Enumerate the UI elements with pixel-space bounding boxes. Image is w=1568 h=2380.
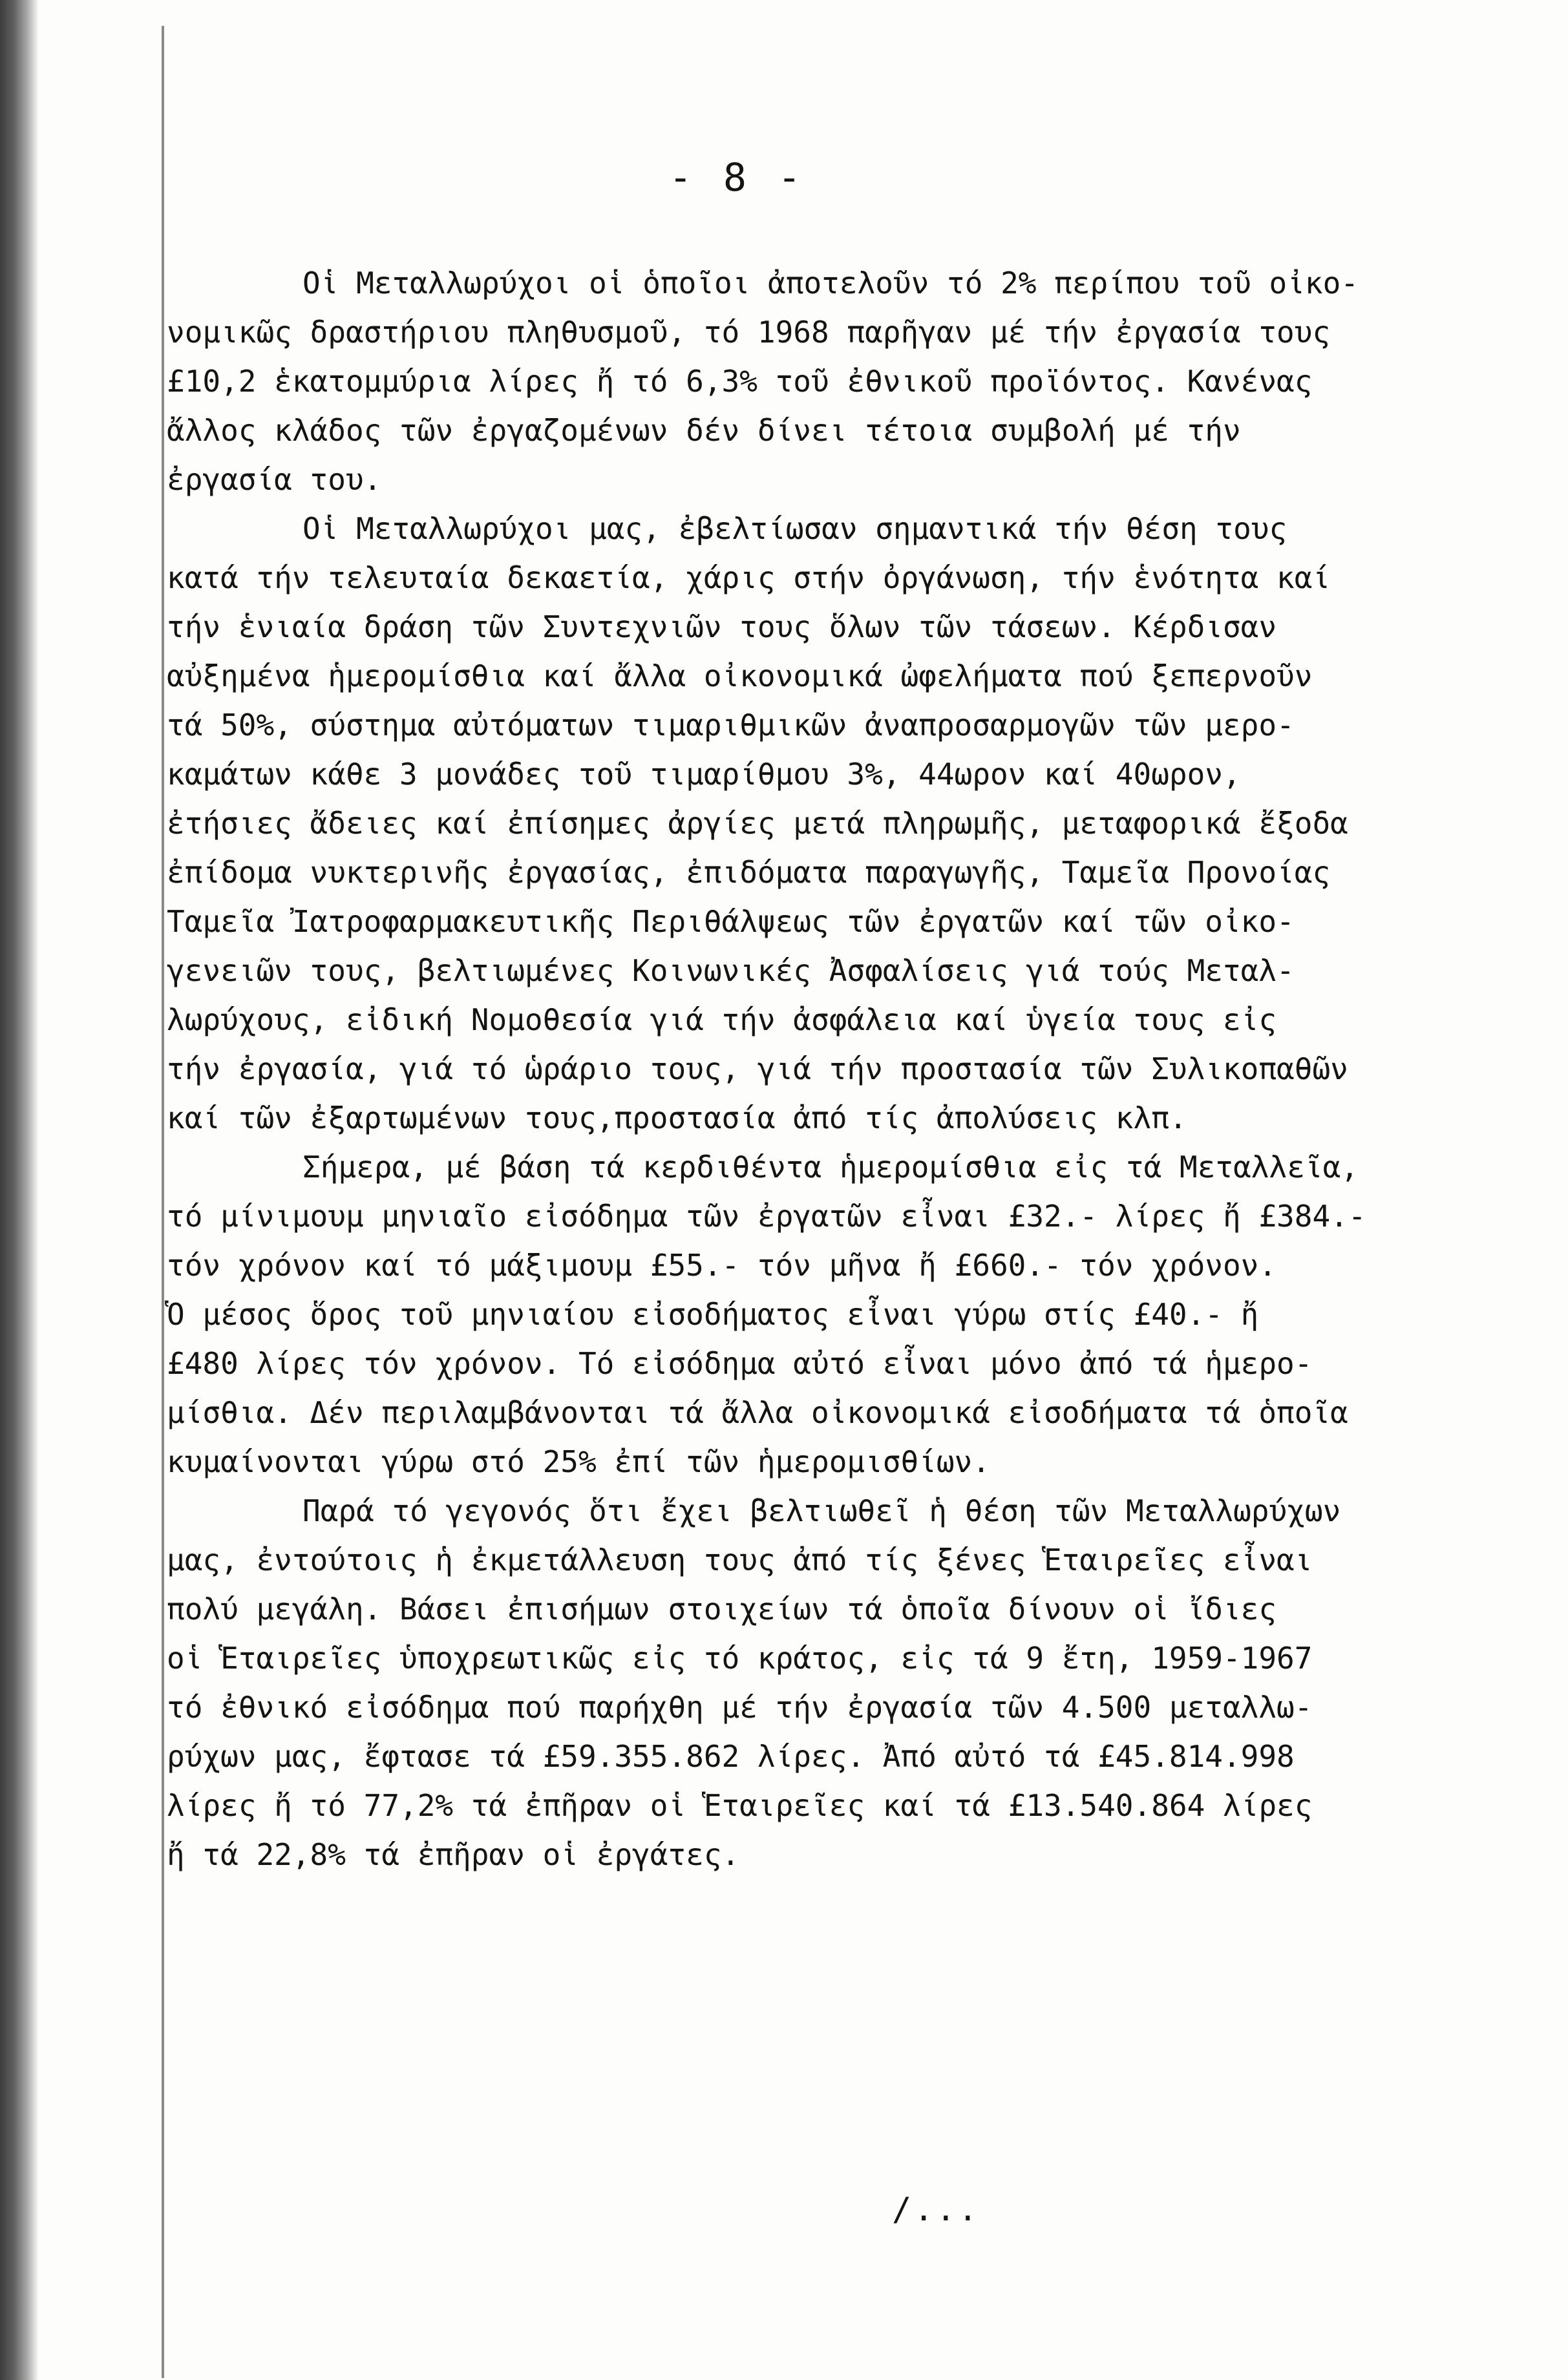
text-line: νομικῶς δραστήριου πληθυσμοῦ, τό 1968 παρῆγαν μέ τήν ἐργασία τους — [167, 315, 1331, 350]
text-line: τήν ἐργασία, γιά τό ὡράριο τους, γιά τήν προστασία τῶν Συλικοπαθῶν — [167, 1051, 1348, 1086]
text-line: λίρες ἤ τό 77,2% τά ἐπῆραν οἱ Ἑταιρεῖες καί τά £13.540.864 λίρες — [167, 1788, 1313, 1823]
paragraph-1 — [167, 258, 1485, 504]
text-line: ρύχων μας, ἔφτασε τά £59.355.862 λίρες. Ἀπό αὐτό τά £45.814.998 — [167, 1739, 1295, 1774]
text-line: τόν χρόνον καί τό μάξιμουμ £55.- τόν μῆνα ἤ £660.- τόν χρόνον. — [167, 1248, 1277, 1283]
text-line: καί τῶν ἐξαρτωμένων τους,προστασία ἀπό τίς ἀπολύσεις κλπ. — [167, 1100, 1187, 1135]
text-line: £480 λίρες τόν χρόνον. Τό εἰσόδημα αὐτό εἶναι μόνο ἀπό τά ἡμερο- — [167, 1346, 1313, 1381]
text-line: λωρύχους, εἰδική Νομοθεσία γιά τήν ἀσφάλεια καί ὑγεία τους εἰς — [167, 1002, 1277, 1037]
text-line: κατά τήν τελευταία δεκαετία, χάρις στήν ὀργάνωση, τήν ἑνότητα καί — [167, 560, 1331, 595]
text-line: τό ἐθνικό εἰσόδημα πού παρήχθη μέ τήν ἐργασία τῶν 4.500 μεταλλω- — [167, 1690, 1313, 1725]
margin-rule — [162, 26, 164, 2378]
text-line: οἱ Ἑταιρεῖες ὑποχρεωτικῶς εἰς τό κράτος, εἰς τά 9 ἔτη, 1959-1967 — [167, 1641, 1313, 1676]
text-line: μίσθια. Δέν περιλαμβάνονται τά ἄλλα οἰκονομικά εἰσοδήματα τά ὁποῖα — [167, 1395, 1348, 1430]
text-line: Οἱ Μεταλλωρύχοι μας, ἐβελτίωσαν σημαντικά τήν θέση τους — [302, 511, 1287, 546]
body-text — [167, 258, 1485, 1879]
text-line: αὐξημένα ἡμερομίσθια καί ἄλλα οἰκονομικά ὠφελήματα πού ξεπερνοῦν — [167, 658, 1313, 693]
text-line: γενειῶν τους, βελτιωμένες Κοινωνικές Ἀσφαλίσεις γιά τούς Μεταλ- — [167, 953, 1295, 988]
text-line: Οἱ Μεταλλωρύχοι οἱ ὁποῖοι ἀποτελοῦν τό 2% περίπου τοῦ οἰκο- — [302, 266, 1359, 300]
paragraph-3 — [167, 1143, 1485, 1486]
text-line: ἐτήσιες ἄδειες καί ἐπίσημες ἀργίες μετά πληρωμῆς, μεταφορικά ἔξοδα — [167, 806, 1348, 841]
continuation-mark: /... — [892, 2191, 980, 2228]
text-line: Σήμερα, μέ βάση τά κερδιθέντα ἡμερομίσθια εἰς τά Μεταλλεῖα, — [302, 1150, 1359, 1185]
text-line: Παρά τό γεγονός ὅτι ἔχει βελτιωθεῖ ἡ θέση τῶν Μεταλλωρύχων — [302, 1493, 1341, 1528]
text-line: Ὁ μέσος ὅρος τοῦ μηνιαίου εἰσοδήματος εἶναι γύρω στίς £40.- ἤ — [167, 1297, 1259, 1332]
text-line: τό μίνιμουμ μηνιαῖο εἰσόδημα τῶν ἐργατῶν εἶναι £32.- λίρες ἤ £384.- — [167, 1199, 1366, 1234]
text-line: τήν ἑνιαία δράση τῶν Συντεχνιῶν τους ὅλων τῶν τάσεων. Κέρδισαν — [167, 609, 1277, 644]
paragraph-2 — [167, 504, 1485, 1143]
text-line: μας, ἐντούτοις ἡ ἐκμετάλλευση τους ἀπό τίς ξένες Ἑταιρεῖες εἶναι — [167, 1543, 1313, 1577]
paragraph-4 — [167, 1486, 1485, 1879]
text-line: ἐπίδομα νυκτερινῆς ἐργασίας, ἐπιδόματα παραγωγῆς, Ταμεῖα Προνοίας — [167, 855, 1331, 890]
page-number: - 8 - — [668, 155, 805, 200]
text-line: καμάτων κάθε 3 μονάδες τοῦ τιμαρίθμου 3%, 44ωρον καί 40ωρον, — [167, 757, 1241, 792]
text-line: ἐργασία του. — [167, 462, 382, 497]
text-line: ἄλλος κλάδος τῶν ἐργαζομένων δέν δίνει τέτοια συμβολή μέ τήν — [167, 413, 1241, 448]
scan-binding-edge — [0, 0, 39, 2380]
text-line: κυμαίνονται γύρω στό 25% ἐπί τῶν ἡμερομισθίων. — [167, 1444, 990, 1479]
text-line: πολύ μεγάλη. Βάσει ἐπισήμων στοιχείων τά ὁποῖα δίνουν οἱ ἴδιες — [167, 1592, 1277, 1627]
text-line: τά 50%, σύστημα αὐτόματων τιμαριθμικῶν ἀναπροσαρμογῶν τῶν μερο- — [167, 708, 1295, 742]
text-line: £10,2 ἑκατομμύρια λίρες ἤ τό 6,3% τοῦ ἐθνικοῦ προϊόντος. Κανένας — [167, 364, 1313, 399]
text-line: ἤ τά 22,8% τά ἐπῆραν οἱ ἐργάτες. — [167, 1837, 740, 1872]
text-line: Ταμεῖα Ἰατροφαρμακευτικῆς Περιθάλψεως τῶν ἐργατῶν καί τῶν οἰκο- — [167, 904, 1295, 939]
